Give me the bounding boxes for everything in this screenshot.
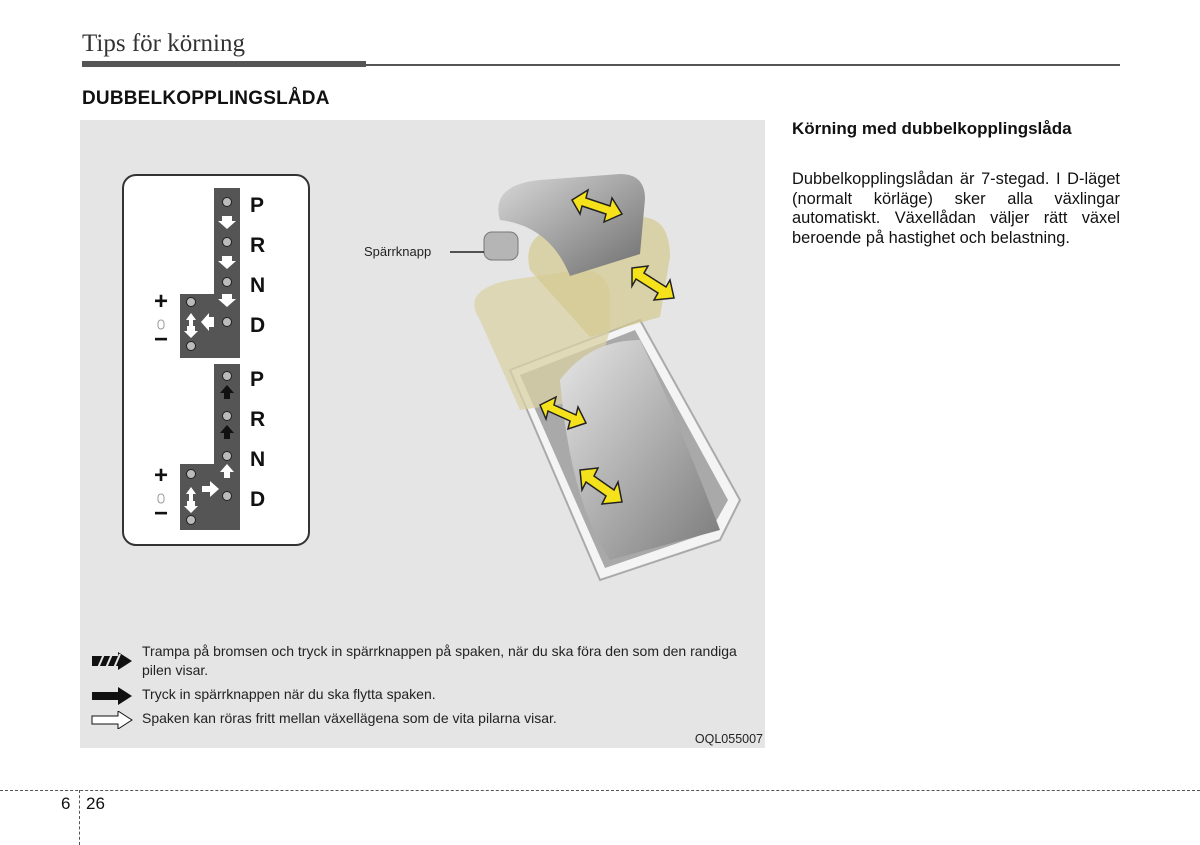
page-number: 26 [86,794,105,813]
gear-letter-r: R [250,408,266,431]
striped-arrow-icon [90,652,134,670]
chapter-number: 6 [61,794,71,813]
gear-letter-n: N [250,274,266,297]
shift-lever-figure [80,120,765,748]
header-rule [366,64,1120,66]
gear-letter-d: D [250,488,266,511]
figure-legend [88,642,748,733]
figure-code: OQL055007 [694,732,763,746]
legend-text: Trampa på bromsen och tryck in spärrknappen på spaken, när du ska föra den som den randiga pilen visar. [142,643,737,678]
black-arrow-icon [90,687,134,705]
section-title: DUBBELKOPPLINGSLÅDA [82,88,330,109]
legend-item [88,709,748,728]
plus-sign: + [154,462,169,489]
legend-item [88,642,748,680]
plus-sign: + [154,288,169,315]
body-paragraph: Dubbelkopplingslådan är 7-stegad. I D-läget (normalt körläge) sker alla växlingar automatiskt. Växellådan väljer rätt växel beroende på hastighet och belastning. [792,170,1120,247]
gear-letter-d: D [250,314,266,337]
gear-letter-r: R [250,234,266,257]
minus-sign: − [154,500,169,527]
gear-letter-n: N [250,448,266,471]
header-bar [82,61,366,67]
white-arrow-icon [90,711,134,729]
minus-sign: − [154,326,169,353]
running-header: Tips för körning [82,30,245,57]
legend-text: Tryck in spärrknappen när du ska flytta spaken. [142,686,436,702]
legend-text: Spaken kan röras fritt mellan växellägena som de vita pilarna visar. [142,710,557,726]
footer-rule [0,790,1200,791]
gear-letter-p: P [250,368,265,391]
footer-divider [79,790,80,845]
shift-lever-illustration [80,120,765,640]
lock-button-label: Spärrknapp [364,244,432,259]
gear-letter-p: P [250,194,265,217]
legend-item [88,685,748,704]
subsection-heading: Körning med dubbelkopplingslåda [792,119,1072,138]
